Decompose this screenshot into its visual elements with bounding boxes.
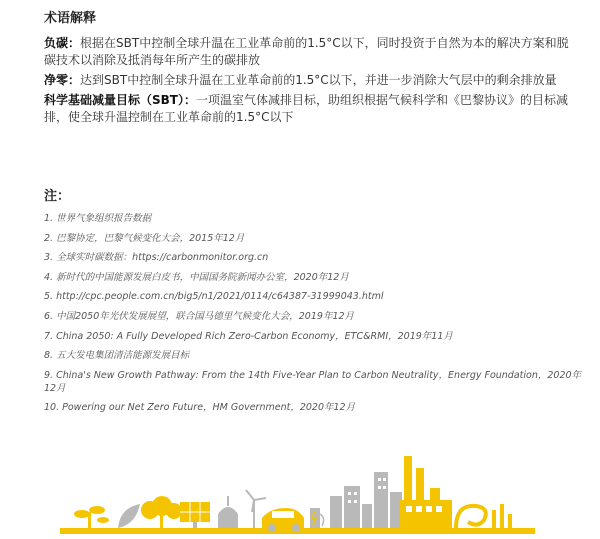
- note-item: 5. http://cpc.people.com.cn/big5/n1/2021/0114/c64387-31999043.html: [44, 291, 384, 303]
- term-definition: 一项温室气体减排目标，助组织根据气候科学和《巴黎协议》的目标减排，使全球升温控制在工业革命前的1.5°C以下: [44, 93, 568, 124]
- term-definition: 达到SBT中控制全球升温在工业革命前的1.5°C以下，并进一步消除大气层中的剩余排放量: [80, 73, 557, 87]
- note-item: 7. China 2050: A Fully Developed Rich Zero-Carbon Economy，ETC&RMI，2019年11月: [44, 330, 453, 342]
- trees-icon: [141, 496, 182, 528]
- glossary-term-sbt: [44, 92, 574, 126]
- dome-spire: [227, 496, 229, 506]
- factory-icon: [400, 456, 452, 528]
- skyline-buildings: [330, 472, 402, 528]
- sprout-icon: [74, 506, 109, 528]
- note-item: 9. China's New Growth Pathway: From the 14th Five-Year Plan to Carbon Neutrality，Energy Foundation，2020年12月: [44, 369, 582, 394]
- note-item: 2. 巴黎协定，巴黎气候变化大会，2015年12月: [44, 232, 245, 244]
- glossary-term-net-zero: [44, 72, 574, 89]
- term-label: 净零：: [44, 73, 81, 87]
- term-label: 负碳：: [44, 36, 81, 50]
- glossary-section: [44, 10, 574, 129]
- glossary-term-negative-carbon: [44, 35, 574, 69]
- note-item: 3. 全球实时碳数据：https://carbonmonitor.org.cn: [44, 252, 269, 264]
- notes-section: [44, 188, 584, 421]
- dome-building-icon: [218, 507, 238, 528]
- swirl-icon: [456, 506, 486, 528]
- clean-energy-cityscape-illustration: [0, 448, 600, 539]
- note-item: 4. 新时代的中国能源发展白皮书，中国国务院新闻办公室，2020年12月: [44, 271, 349, 283]
- leaf-icon: [118, 504, 140, 528]
- glossary-title: 术语解释: [44, 11, 97, 26]
- note-item: 10. Powering our Net Zero Future，HM Government，2020年12月: [44, 402, 356, 414]
- solar-panel-icon: [180, 502, 210, 528]
- term-label: 科学基础减量目标（SBT）：: [44, 93, 196, 107]
- charging-station-icon: [310, 508, 324, 528]
- note-item: 8. 五大发电集团清洁能源发展目标: [44, 350, 190, 362]
- note-item: 6. 中国2050年光伏发展展望，联合国马德里气候变化大会，2019年12月: [44, 310, 355, 322]
- note-item: 1. 世界气象组织报告数据: [44, 213, 152, 224]
- notes-title: 注：: [44, 189, 71, 204]
- term-definition: 根据在SBT中控制全球升温在工业革命前的1.5°C以下，同时投资于自然为本的解决方案和脱碳技术以消除及抵消每年所产生的碳排放: [44, 36, 569, 67]
- trailing-bars: [492, 504, 512, 528]
